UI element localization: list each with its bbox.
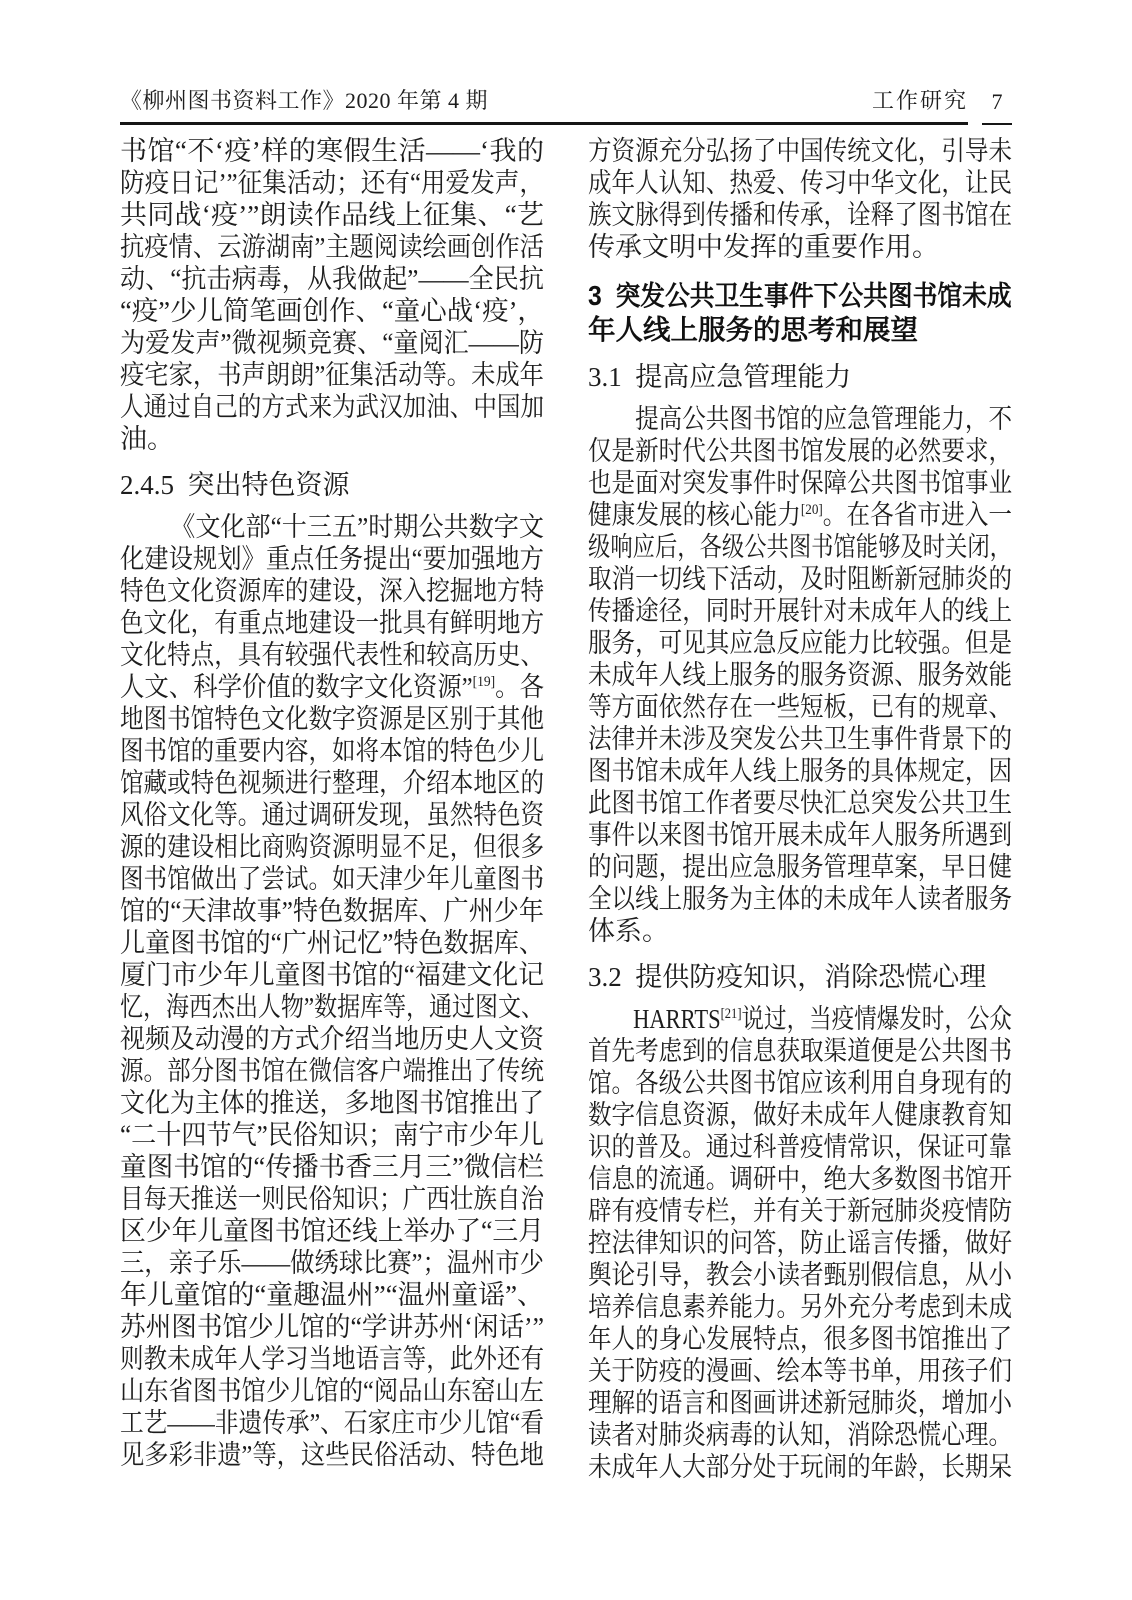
text-line: 厦门市少年儿童图书馆的“福建文化记 xyxy=(120,960,544,990)
text-line: 工艺——非遗传承”、石家庄市少儿馆“看 xyxy=(120,1408,544,1438)
text-line: 方资源充分弘扬了中国传统文化，引导未 xyxy=(588,136,1012,166)
text-line: 图书馆的重要内容，如将本馆的特色少儿 xyxy=(120,736,544,766)
paragraph-epidemic-knowledge xyxy=(588,1003,1012,1483)
text-line: 图书馆做出了尝试。如天津少年儿童图书 xyxy=(120,864,544,894)
text-line: 成年人认知、热爱、传习中华文化，让民 xyxy=(588,168,1012,198)
text-line: 图书馆未成年人线上服务的具体规定，因 xyxy=(588,756,1012,786)
paragraph-continued-activities xyxy=(120,135,544,455)
text-line: 2.4.5 突出特色资源 xyxy=(120,470,350,500)
text-line: 共同战‘疫’”朗读作品线上征集、“艺 xyxy=(120,200,544,230)
text-line: 人文、科学价值的数字文化资源”[19]。各 xyxy=(120,672,544,702)
text-line: 油。 xyxy=(120,424,174,454)
text-line: 数字信息资源，做好未成年人健康教育知 xyxy=(588,1100,1012,1130)
text-line: 区少年儿童图书馆还线上举办了“三月 xyxy=(120,1216,544,1246)
text-line: 特色文化资源库的建设，深入挖掘地方特 xyxy=(120,576,544,606)
journal-title: 《柳州图书资料工作》2020 年第 4 期 xyxy=(120,88,489,113)
text-line: 视频及动漫的方式介绍当地历史人文资 xyxy=(120,1024,544,1054)
text-line: 健康发展的核心能力[20]。在各省市进入一 xyxy=(588,500,1012,530)
text-line: 读者对肺炎病毒的认知，消除恐慌心理。 xyxy=(588,1420,1012,1450)
text-line: 3.2 提供防疫知识，消除恐慌心理 xyxy=(588,962,987,992)
text-line: HARRTS[21]说过，当疫情爆发时，公众 xyxy=(633,1004,1012,1034)
paragraph-continued-culture xyxy=(588,135,1012,263)
text-line: 传承文明中发挥的重要作用。 xyxy=(588,232,939,262)
text-line: 3 突发公共卫生事件下公共图书馆未成 xyxy=(588,280,1012,311)
text-line: 馆藏或特色视频进行整理，介绍本地区的 xyxy=(120,768,544,798)
text-line: 年人线上服务的思考和展望 xyxy=(588,314,918,345)
text-line: 取消一切线下活动，及时阻断新冠肺炎的 xyxy=(588,564,1012,594)
heading-3-1 xyxy=(588,361,1012,393)
text-line: 舆论引导，教会小读者甄别假信息，从小 xyxy=(588,1260,1012,1290)
page-number: 7 xyxy=(982,89,1012,125)
text-line: 等方面依然存在一些短板，已有的规章、 xyxy=(588,692,1012,722)
text-line: 理解的语言和图画讲述新冠肺炎，增加小 xyxy=(588,1388,1012,1418)
heading-3 xyxy=(588,279,1012,347)
citation-ref: [21] xyxy=(720,1006,742,1022)
text-line: 馆的“天津故事”特色数据库、广州少年 xyxy=(120,896,544,926)
text-line: 体系。 xyxy=(588,916,669,946)
text-line: 文化为主体的推送，多地图书馆推出了 xyxy=(120,1088,544,1118)
text-line: 关于防疫的漫画、绘本等书单，用孩子们 xyxy=(588,1356,1012,1386)
text-line: 防疫日记’”征集活动；还有“用爱发声， xyxy=(120,168,544,198)
text-line: 识的普及。通过科普疫情常识，保证可靠 xyxy=(588,1132,1012,1162)
text-line: 未成年人大部分处于玩闹的年龄，长期呆 xyxy=(588,1452,1012,1482)
citation-ref: [20] xyxy=(800,502,823,518)
text-line: 提高公共图书馆的应急管理能力，不 xyxy=(635,404,1012,434)
right-column xyxy=(588,135,1012,1483)
text-line: 源的建设相比商购资源明显不足，但很多 xyxy=(120,832,544,862)
text-line: 族文脉得到传播和传承，诠释了图书馆在 xyxy=(588,200,1012,230)
text-line: 辟有疫情专栏，并有关于新冠肺炎疫情防 xyxy=(588,1196,1012,1226)
text-line: 仅是新时代公共图书馆发展的必然要求， xyxy=(588,436,1012,466)
text-line: 儿童图书馆的“广州记忆”特色数据库、 xyxy=(120,928,544,958)
text-line: 苏州图书馆少儿馆的“学讲苏州‘闲话’” xyxy=(120,1312,544,1342)
text-line: “二十四节气”民俗知识；南宁市少年儿 xyxy=(120,1120,544,1150)
text-line: 源。部分图书馆在微信客户端推出了传统 xyxy=(120,1056,544,1086)
text-line: 目每天推送一则民俗知识；广西壮族自治 xyxy=(120,1184,544,1214)
text-line: 化建设规划》重点任务提出“要加强地方 xyxy=(120,544,544,574)
text-line: 疫宅家，书声朗朗”征集活动等。未成年 xyxy=(120,360,544,390)
article-body xyxy=(120,135,1012,1483)
text-line: 文化特点，具有较强代表性和较高历史、 xyxy=(120,640,544,670)
text-line: 也是面对突发事件时保障公共图书馆事业 xyxy=(588,468,1012,498)
text-line: 未成年人线上服务的服务资源、服务效能 xyxy=(588,660,1012,690)
text-line: “疫”少儿简笔画创作、“童心战‘疫’， xyxy=(120,296,544,326)
text-line: 地图书馆特色文化数字资源是区别于其他 xyxy=(120,704,544,734)
text-line: 年人的身心发展特点，很多图书馆推出了 xyxy=(588,1324,1012,1354)
citation-ref: [19] xyxy=(472,674,496,690)
text-line: 三，亲子乐——做绣球比赛”；温州市少 xyxy=(120,1248,544,1278)
text-line: 全以线上服务为主体的未成年人读者服务 xyxy=(588,884,1012,914)
paragraph-emergency-management xyxy=(588,403,1012,947)
text-line: 培养信息素养能力。另外充分考虑到未成 xyxy=(588,1292,1012,1322)
text-line: 馆。各级公共图书馆应该利用自身现有的 xyxy=(588,1068,1012,1098)
text-line: 忆，海西杰出人物”数据库等，通过图文、 xyxy=(120,992,544,1022)
text-line: 书馆“不‘疫’样的寒假生活——‘我的 xyxy=(120,136,544,166)
text-line: 年儿童馆的“童趣温州”“温州童谣”、 xyxy=(120,1280,544,1310)
text-line: 色文化，有重点地建设一批具有鲜明地方 xyxy=(120,608,544,638)
text-line: 人通过自己的方式来为武汉加油、中国加 xyxy=(120,392,544,422)
text-line: 动、“抗击病毒，从我做起”——全民抗 xyxy=(120,264,544,294)
left-column xyxy=(120,135,544,1483)
text-line: 则教未成年人学习当地语言等，此外还有 xyxy=(120,1344,544,1374)
text-line: 《文化部“十三五”时期公共数字文 xyxy=(170,512,544,542)
text-line: 服务，可见其应急反应能力比较强。但是 xyxy=(588,628,1012,658)
text-line: 传播途径，同时开展针对未成年人的线上 xyxy=(588,596,1012,626)
header-rule xyxy=(120,84,968,125)
text-line: 级响应后，各级公共图书馆能够及时关闭， xyxy=(588,532,1012,562)
text-line: 山东省图书馆少儿馆的“阅品山东窑山左 xyxy=(120,1376,544,1406)
column-label: 工作研究 xyxy=(871,88,968,113)
text-line: 童图书馆的“传播书香三月三”微信栏 xyxy=(120,1152,544,1182)
text-line: 法律并未涉及突发公共卫生事件背景下的 xyxy=(588,724,1012,754)
text-line: 首先考虑到的信息获取渠道便是公共图书 xyxy=(588,1036,1012,1066)
text-line: 为爱发声”微视频竞赛、“童阅汇——防 xyxy=(120,328,544,358)
text-line: 抗疫情、云游湖南”主题阅读绘画创作活 xyxy=(120,232,544,262)
text-line: 信息的流通。调研中，绝大多数图书馆开 xyxy=(588,1164,1012,1194)
page-header xyxy=(120,84,1012,125)
heading-2-4-5 xyxy=(120,469,544,501)
text-line: 此图书馆工作者要尽快汇总突发公共卫生 xyxy=(588,788,1012,818)
text-line: 事件以来图书馆开展未成年人服务所遇到 xyxy=(588,820,1012,850)
text-line: 风俗文化等。通过调研发现，虽然特色资 xyxy=(120,800,544,830)
text-line: 控法律知识的问答，防止谣言传播，做好 xyxy=(588,1228,1012,1258)
text-line: 的问题，提出应急服务管理草案，早日健 xyxy=(588,852,1012,882)
text-line: 3.1 提高应急管理能力 xyxy=(588,362,852,392)
paragraph-special-resources xyxy=(120,511,544,1471)
heading-3-2 xyxy=(588,961,1012,993)
text-line: 见多彩非遗”等，这些民俗活动、特色地 xyxy=(120,1440,544,1470)
